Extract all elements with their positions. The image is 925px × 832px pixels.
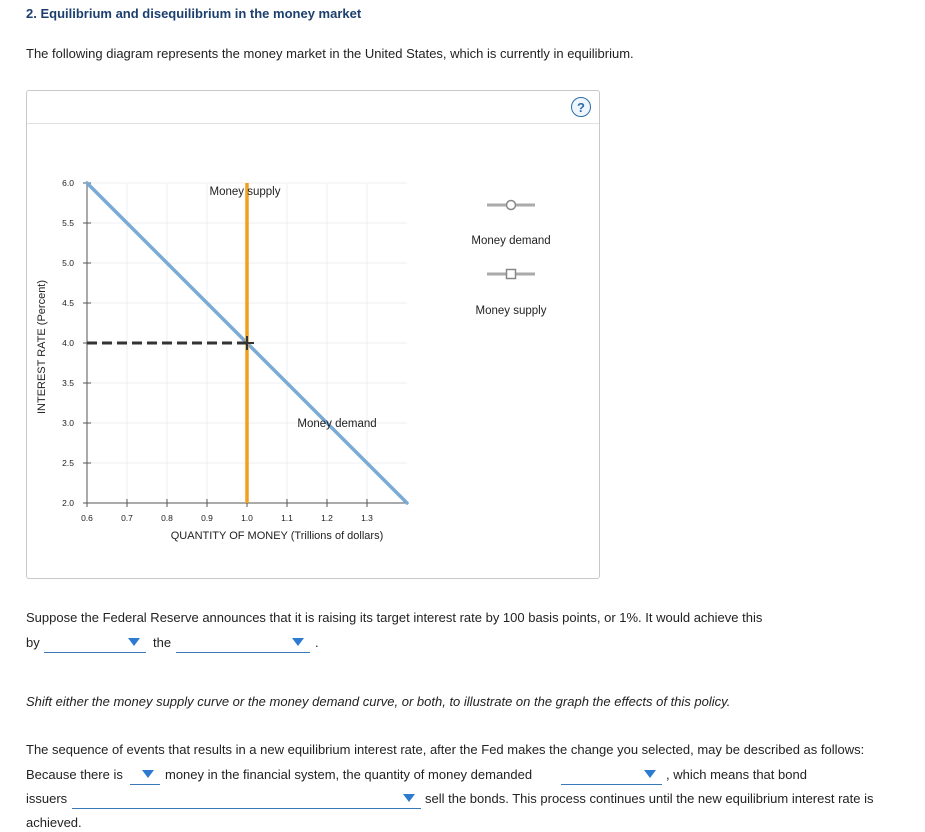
dropdown-arrow-icon bbox=[128, 638, 140, 646]
money-supply-label: Money supply bbox=[209, 186, 281, 198]
legend-supply-square-icon[interactable] bbox=[507, 270, 516, 279]
question2-issuers: issuers bbox=[26, 791, 68, 806]
y-axis-title: INTEREST RATE (Percent) bbox=[36, 279, 48, 415]
dropdown-arrow-icon bbox=[644, 770, 656, 778]
y-tick-label: 3.5 bbox=[62, 378, 74, 388]
question2-which: , which means that bond bbox=[666, 767, 807, 782]
action-dropdown[interactable] bbox=[44, 632, 146, 653]
x-axis-title: QUANTITY OF MONEY (Trillions of dollars) bbox=[170, 530, 384, 542]
x-tick-label: 1.1 bbox=[281, 513, 293, 523]
x-tick-label: 0.8 bbox=[161, 513, 173, 523]
y-tick-label: 5.0 bbox=[62, 258, 74, 268]
x-tick-label: 0.9 bbox=[201, 513, 213, 523]
dropdown-arrow-icon bbox=[292, 638, 304, 646]
y-tick-label: 6.0 bbox=[62, 178, 74, 188]
section-title: 2. Equilibrium and disequilibrium in the money market bbox=[26, 6, 362, 21]
y-tick-label: 3.0 bbox=[62, 418, 74, 428]
question2-money-text: money in the financial system, the quantity of money demanded bbox=[165, 767, 533, 782]
question1-period: . bbox=[315, 635, 319, 650]
x-tick-label: 0.7 bbox=[121, 513, 133, 523]
question2-sell: sell the bonds. This process continues until the new equilibrium interest rate is bbox=[425, 791, 874, 806]
y-tick-label: 2.5 bbox=[62, 458, 74, 468]
question1-text: Suppose the Federal Reserve announces that it is raising its target interest rate by 100 basis points, or 1%. It would achieve this bbox=[26, 610, 763, 625]
question2-because: Because there is bbox=[26, 767, 123, 782]
quantity-demanded-dropdown[interactable] bbox=[561, 764, 662, 785]
y-tick-label: 4.0 bbox=[62, 338, 74, 348]
instruction-text: Shift either the money supply curve or the money demand curve, or both, to illustrate on the graph the effects of this policy. bbox=[26, 694, 731, 709]
question2-line1: The sequence of events that results in a new equilibrium interest rate, after the Fed makes the change you selected, may be described as follows: bbox=[26, 742, 865, 757]
question1-by: by bbox=[26, 635, 40, 650]
dropdown-arrow-icon bbox=[142, 770, 154, 778]
y-tick-label: 2.0 bbox=[62, 498, 74, 508]
x-tick-label: 1.2 bbox=[321, 513, 333, 523]
y-tick-label: 4.5 bbox=[62, 298, 74, 308]
x-tick-label: 1.3 bbox=[361, 513, 373, 523]
money-condition-dropdown[interactable] bbox=[130, 764, 160, 785]
intro-text: The following diagram represents the money market in the United States, which is currently in equilibrium. bbox=[26, 46, 634, 61]
graph-panel bbox=[26, 90, 600, 579]
question1-the: the bbox=[153, 635, 172, 650]
instrument-dropdown[interactable] bbox=[176, 632, 310, 653]
y-tick-label: 5.5 bbox=[62, 218, 74, 228]
money-demand-label: Money demand bbox=[297, 418, 377, 430]
legend-supply-label: Money supply bbox=[475, 305, 547, 317]
x-tick-label: 1.0 bbox=[241, 513, 253, 523]
money-market-graph[interactable] bbox=[27, 91, 601, 580]
legend-demand-circle-icon[interactable] bbox=[507, 201, 516, 210]
x-tick-label: 0.6 bbox=[81, 513, 93, 523]
help-icon[interactable]: ? bbox=[571, 97, 591, 117]
question2-achieved: achieved. bbox=[26, 815, 82, 830]
legend-demand-label: Money demand bbox=[471, 235, 551, 247]
issuers-action-dropdown[interactable] bbox=[72, 788, 421, 809]
dropdown-arrow-icon bbox=[403, 794, 415, 802]
